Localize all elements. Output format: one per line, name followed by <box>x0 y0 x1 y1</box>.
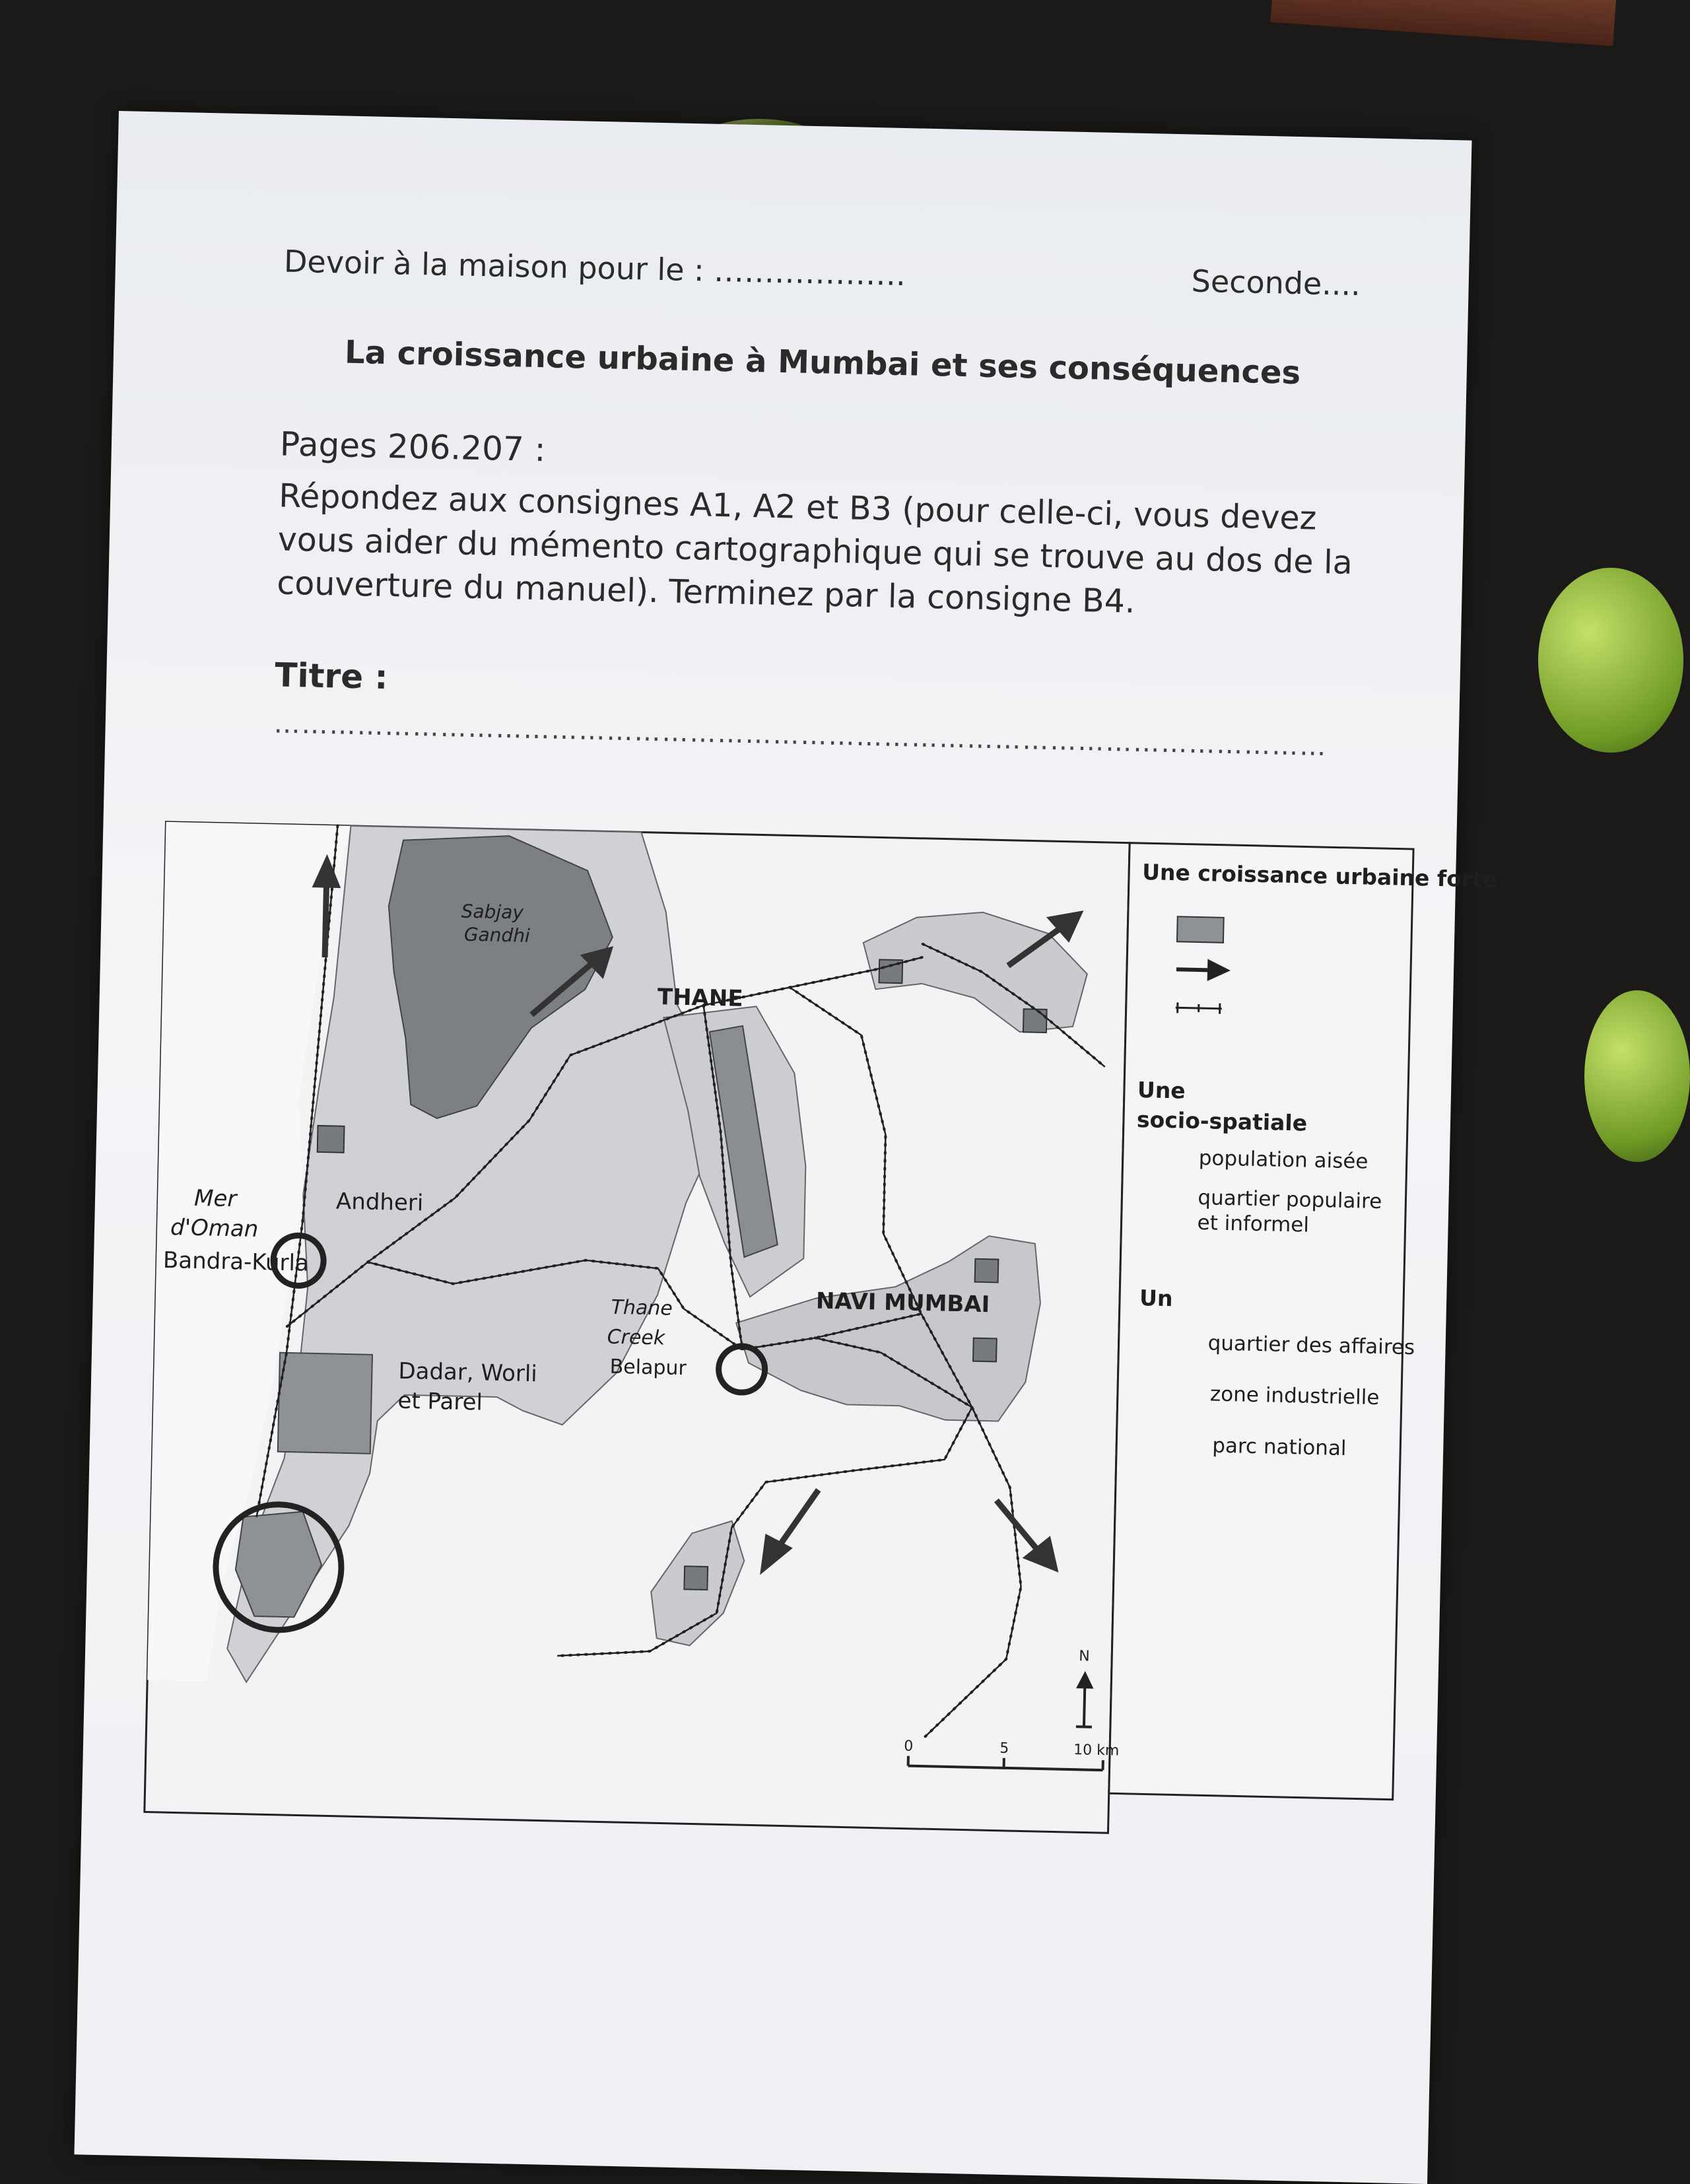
pages-reference: Pages 206.207 : <box>279 425 546 469</box>
label-et-parel: et Parel <box>397 1388 483 1416</box>
apple-right <box>1538 568 1683 753</box>
label-dadar-worli: Dadar, Worli <box>398 1358 537 1388</box>
legend-quartier-populaire-1: quartier populaire <box>1198 1186 1382 1213</box>
legend-frame <box>1109 843 1413 1800</box>
class-label: Seconde.... <box>1191 263 1361 303</box>
legend-section-un: Un <box>1139 1285 1173 1311</box>
label-thane: THANE <box>657 984 743 1012</box>
legend-section-une: Une <box>1137 1077 1186 1104</box>
scale-label-0: 0 <box>904 1738 914 1755</box>
document-title: La croissance urbaine à Mumbai et ses conséquences <box>344 334 1301 392</box>
dadar-worli-parel-block <box>278 1353 372 1454</box>
mumbai-map <box>144 822 1413 1853</box>
legend-quartier-populaire-2: et informel <box>1197 1211 1309 1237</box>
industrial-square <box>975 1259 999 1283</box>
label-gandhi: Gandhi <box>464 924 531 947</box>
industrial-square <box>684 1566 708 1590</box>
label-oman: d'Oman <box>170 1214 259 1243</box>
label-belapur: Belapur <box>609 1355 687 1381</box>
industrial-square <box>1023 1009 1047 1033</box>
label-thane-creek-1: Thane <box>611 1296 673 1320</box>
legend-section-socio-spatiale: socio-spatiale <box>1137 1107 1308 1136</box>
scale-label-5: 5 <box>999 1740 1009 1757</box>
apple-right-lower <box>1584 990 1690 1162</box>
label-navi-mumbai: NAVI MUMBAI <box>815 1287 990 1318</box>
label-mer: Mer <box>194 1185 238 1212</box>
label-bandra-kurla: Bandra-Kurla <box>163 1247 310 1277</box>
label-andheri: Andheri <box>336 1188 424 1217</box>
legend-quartier-affaires: quartier des affaires <box>1207 1331 1415 1359</box>
titre-answer-line: …………………………………………………………………………………………………… <box>273 708 1328 762</box>
titre-label: Titre : <box>275 656 388 697</box>
scale-label-10km: 10 km <box>1073 1742 1120 1759</box>
legend-section-croissance: Une croissance urbaine forte <box>1142 859 1498 893</box>
worksheet-page <box>74 111 1471 2184</box>
north-label: N <box>1079 1648 1090 1664</box>
legend-parc-national: parc national <box>1212 1434 1347 1460</box>
instructions-text: Répondez aux consignes A1, A2 et B3 (pour celle-ci, vous devez vous aider du mémento cartographique qui se trouve au dos de la couverture du manuel). Terminez par la consigne B4. <box>277 474 1402 629</box>
legend-urban-area-swatch <box>1177 916 1224 943</box>
label-thane-creek-2: Creek <box>607 1326 666 1350</box>
label-sabjay: Sabjay <box>461 901 524 924</box>
due-date-label: Devoir à la maison pour le : ………………. <box>284 244 906 293</box>
industrial-square <box>318 1126 345 1153</box>
table-edge <box>1270 0 1616 46</box>
legend-population-aisee: population aisée <box>1198 1146 1368 1174</box>
industrial-square <box>973 1338 997 1362</box>
legend-zone-industrielle: zone industrielle <box>1210 1382 1380 1410</box>
